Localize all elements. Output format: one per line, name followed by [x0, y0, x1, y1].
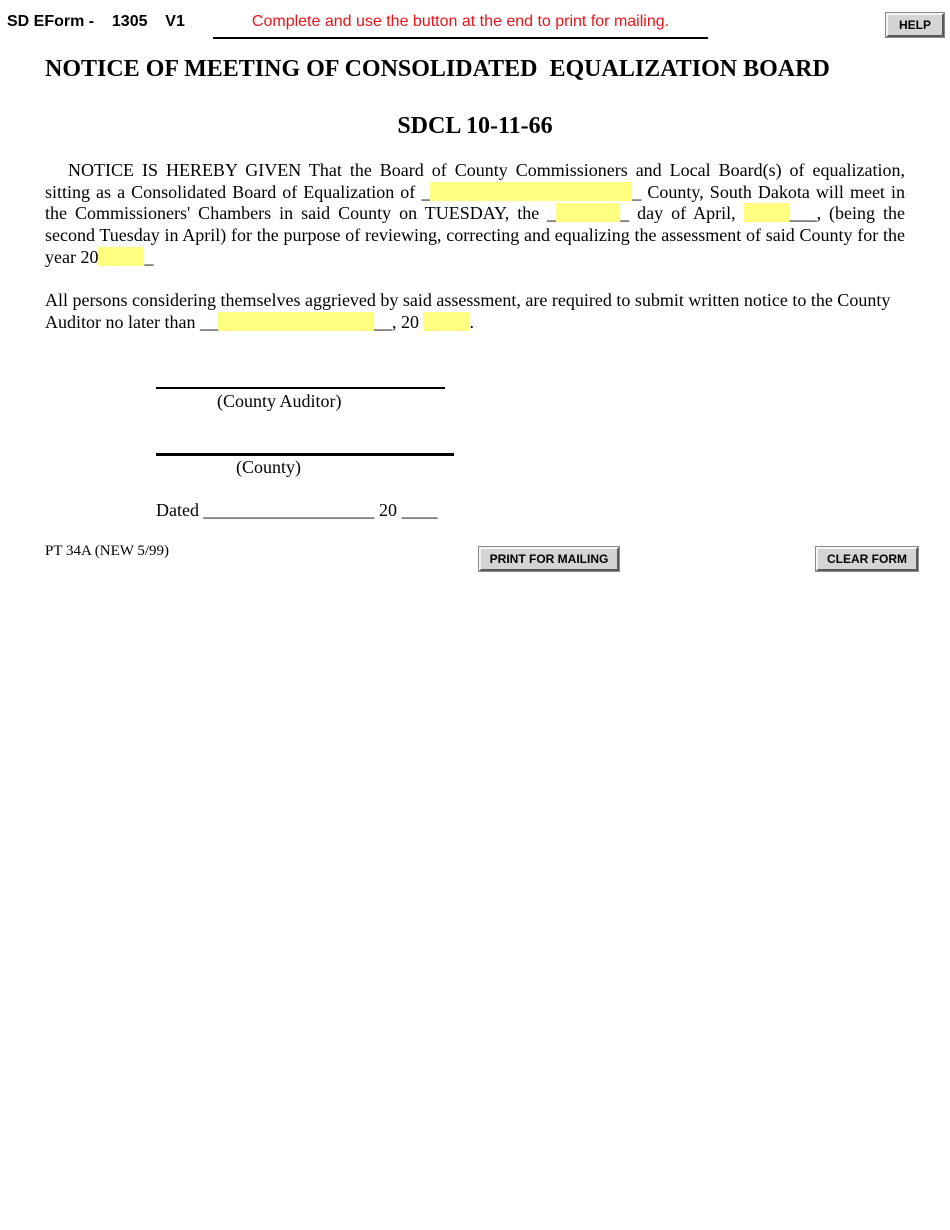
notice-text-5: _	[144, 246, 154, 267]
deadline-date-field[interactable]	[218, 312, 374, 331]
notice-paragraph	[45, 160, 905, 269]
header-bar	[0, 0, 950, 44]
county-signature-line	[156, 453, 454, 456]
county-name-field[interactable]	[430, 182, 632, 201]
assessment-year-field[interactable]	[98, 247, 144, 266]
aggrieved-text-2: __, 20	[373, 311, 424, 332]
april-year-field[interactable]	[744, 203, 790, 222]
instruction-text: Complete and use the button at the end to print for mailing.	[213, 13, 708, 39]
county-auditor-label: (County Auditor)	[217, 391, 342, 411]
notice-text-4: ___, (being the second Tuesday in April) for the purpose of reviewing, correcting and equalizing the assessment of said County for the year 20	[45, 203, 905, 267]
notice-text-1: NOTICE IS HEREBY GIVEN That the Board of County Commissioners and Local Board(s) of equalization, sitting as a Consolidated Board of Equalization of _	[45, 160, 905, 202]
day-field[interactable]	[556, 203, 620, 222]
clear-form-button[interactable]: CLEAR FORM	[816, 547, 918, 571]
statute-subtitle: SDCL 10-11-66	[397, 113, 553, 139]
aggrieved-text-3: .	[469, 311, 474, 332]
auditor-signature-line	[156, 387, 445, 389]
help-button[interactable]: HELP	[886, 13, 944, 37]
notice-text-3: _ day of April,	[620, 203, 744, 224]
aggrieved-text-1: All persons considering themselves aggrieved by said assessment, are required to submit written notice to the County Auditor no later than __	[45, 290, 891, 332]
deadline-year-field[interactable]	[423, 312, 469, 331]
dated-line: Dated ___________________ 20 ____	[156, 500, 438, 520]
aggrieved-paragraph	[45, 290, 905, 333]
page-title: NOTICE OF MEETING OF CONSOLIDATED EQUALIZATION BOARD	[45, 56, 830, 82]
form-code: PT 34A (NEW 5/99)	[45, 543, 170, 559]
county-label: (County)	[236, 457, 301, 477]
notice-text-2: _ County, South Dakota will meet in the Commissioners' Chambers in said County on TUESDAY, the _	[45, 181, 905, 224]
eform-label: SD EForm - 1305 V1	[7, 13, 185, 30]
print-for-mailing-button[interactable]: PRINT FOR MAILING	[479, 547, 619, 571]
